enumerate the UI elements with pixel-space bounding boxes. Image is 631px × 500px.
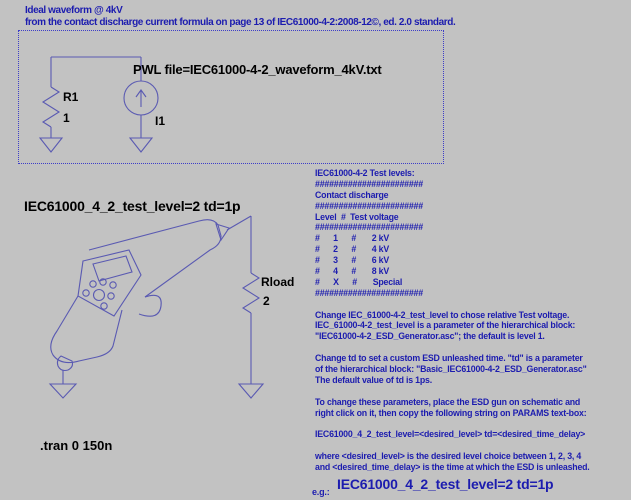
test-levels-notes	[315, 168, 631, 473]
r1-symbol[interactable]	[43, 57, 59, 138]
esd-params-text[interactable]: IEC61000_4_2_test_level=2 td=1p	[24, 198, 241, 214]
ground-symbol-i1[interactable]	[130, 138, 152, 152]
notes-line: right click on it, then copy the following string on PARAMS text-box:	[315, 407, 587, 418]
eg-label: e.g.:	[312, 487, 330, 497]
notes-line	[315, 299, 631, 310]
notes-line: Level # Test voltage	[315, 211, 399, 222]
notes-line: Change td to set a custom ESD unleashed time. "td" is a parameter	[315, 353, 583, 364]
pwl-file-label[interactable]: PWL file=IEC61000-4-2_waveform_4kV.txt	[133, 62, 382, 77]
notes-line	[315, 386, 631, 397]
i1-name-label[interactable]: I1	[155, 114, 166, 128]
rload-name-label[interactable]: Rload	[261, 275, 295, 289]
tran-directive[interactable]: .tran 0 150n	[40, 438, 113, 453]
notes-line: #######################	[315, 222, 423, 233]
rload-value-label[interactable]: 2	[263, 294, 270, 308]
notes-line: To change these parameters, place the ESD gun on schematic and	[315, 396, 581, 407]
notes-line: #######################	[315, 178, 423, 189]
esd-gun-symbol[interactable]	[51, 216, 251, 384]
notes-line: The default value of td is 1ps.	[315, 374, 432, 385]
r1-name-label[interactable]: R1	[63, 90, 79, 104]
rload-symbol[interactable]	[243, 273, 259, 313]
notes-line: #######################	[315, 200, 423, 211]
current-arrow-icon	[136, 90, 146, 107]
r1-value-label[interactable]: 1	[63, 111, 70, 125]
notes-line: Change IEC_61000-4-2_test_level to chose relative Test voltage.	[315, 309, 570, 320]
ground-symbol-rload[interactable]	[239, 384, 263, 398]
notes-line: IEC61000-4-2 Test levels:	[315, 168, 415, 178]
eg-params-example: IEC61000_4_2_test_level=2 td=1p	[337, 476, 554, 492]
notes-line: # 2 # 4 kV	[315, 244, 390, 255]
notes-line: # 3 # 6 kV	[315, 255, 390, 266]
gun-display	[93, 256, 132, 281]
ground-symbol-gun[interactable]	[50, 384, 76, 398]
notes-line: Contact discharge	[315, 189, 389, 200]
gun-buttons	[83, 279, 116, 309]
notes-line: of the hierarchical block: "Basic_IEC61000-4-2_ESD_Generator.asc"	[315, 364, 587, 375]
notes-line: IEC61000_4_2_test_level=<desired_level> td=<desired_time_delay>	[315, 429, 586, 440]
gun-ground-nozzle	[57, 356, 72, 371]
notes-line: # X # Special	[315, 276, 403, 287]
notes-line	[315, 418, 631, 429]
comment-standard-reference: from the contact discharge current formula on page 13 of IEC61000-4-2:2008-12©, ed. 2.0 standard.	[25, 17, 456, 28]
notes-line: #######################	[315, 287, 423, 298]
notes-line: # 4 # 8 kV	[315, 266, 390, 277]
notes-line	[315, 342, 631, 353]
notes-line	[315, 440, 631, 451]
ground-symbol-r1[interactable]	[40, 138, 62, 152]
notes-line: # 1 # 2 kV	[315, 233, 390, 244]
notes-line: and <desired_time_delay> is the time at which the ESD is unleashed.	[315, 462, 590, 473]
comment-ideal-waveform: Ideal waveform @ 4kV	[25, 5, 123, 16]
notes-line: "IEC61000-4-2_ESD_Generator.asc"; the default is level 1.	[315, 331, 545, 342]
notes-line: where <desired_level> is the desired level choice between 1, 2, 3, 4	[315, 451, 582, 462]
notes-line: IEC_61000-4-2_test_level is a parameter of the hierarchical block:	[315, 320, 576, 331]
